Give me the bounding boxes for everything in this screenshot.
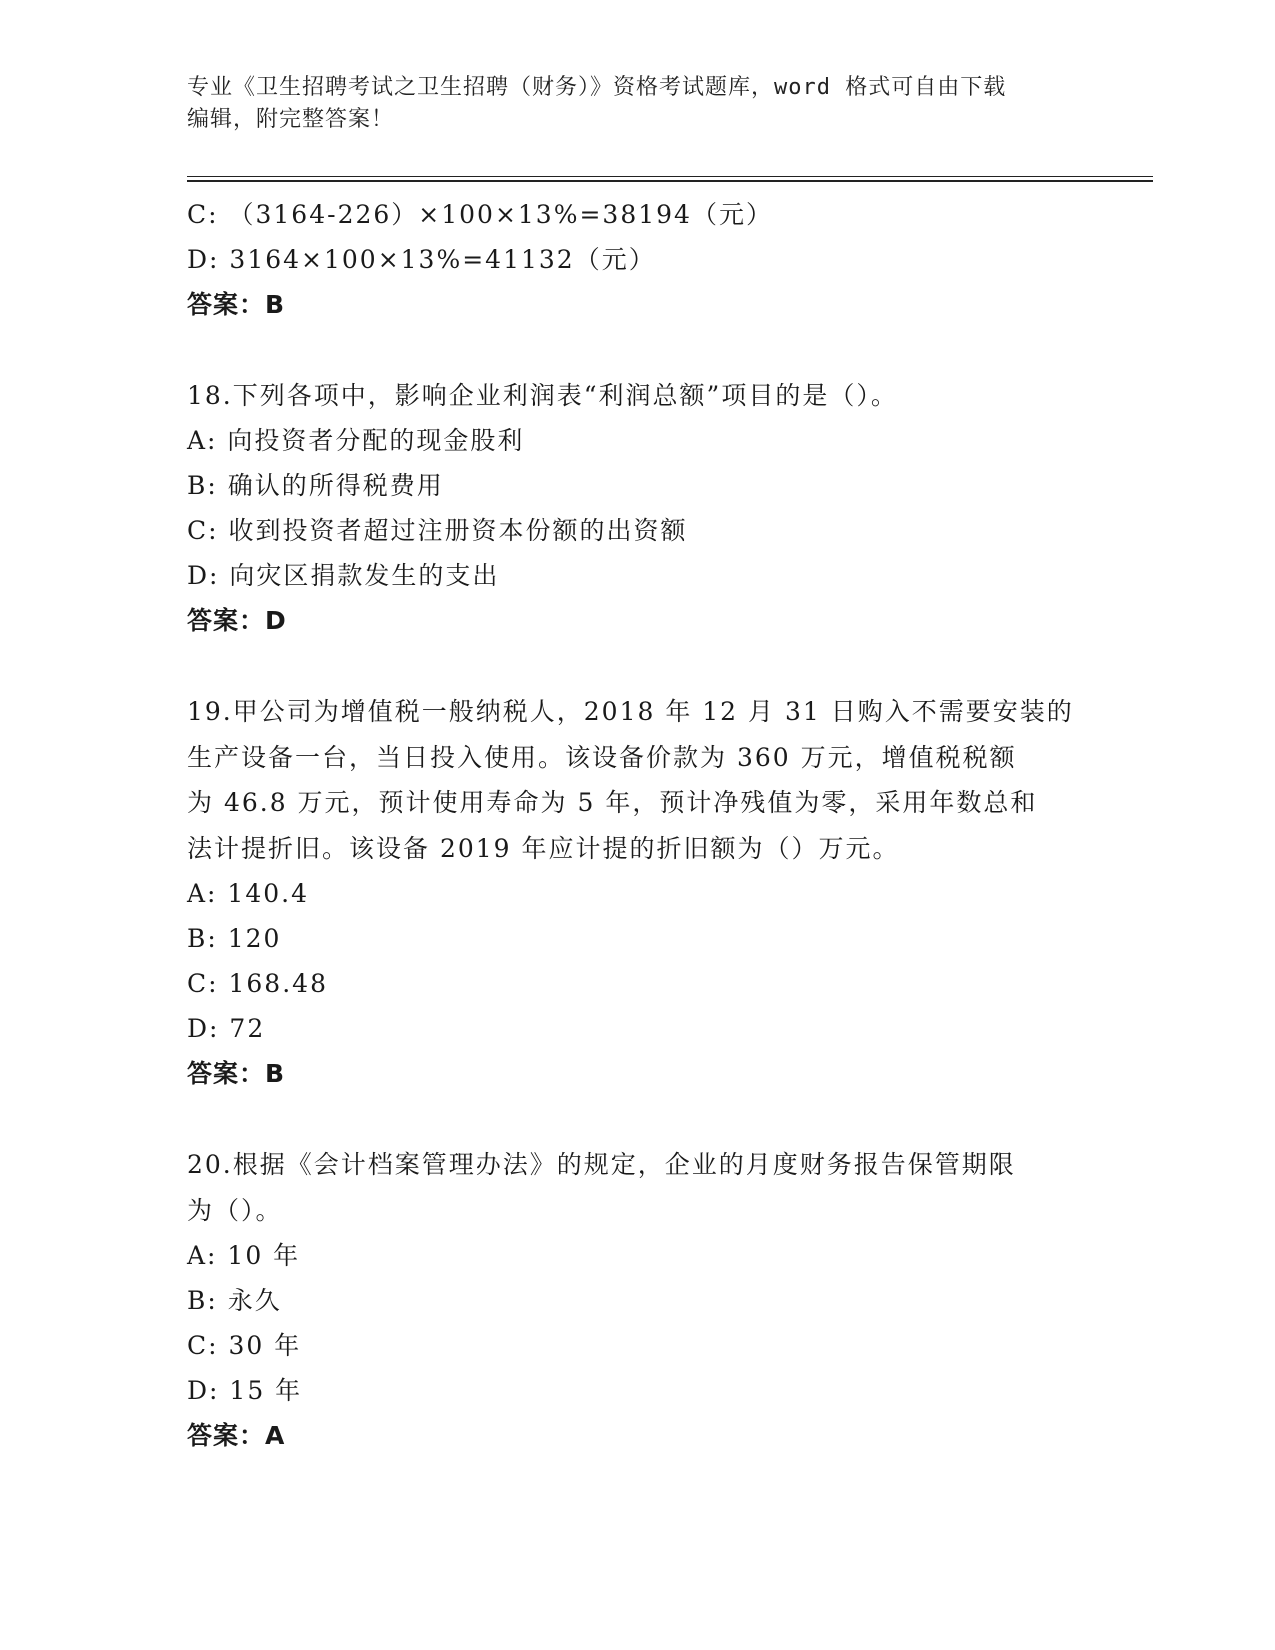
question-stem-line: 为（）。	[187, 1195, 283, 1225]
option-c: C: 收到投资者超过注册资本份额的出资额	[187, 516, 688, 545]
option-d: D: 3164×100×13%=41132（元）	[187, 245, 656, 274]
question-list	[187, 192, 1087, 1458]
question-18	[187, 373, 1087, 643]
answer-label: 答案：D	[187, 606, 287, 635]
question-stem-line: 法计提折旧。该设备 2019 年应计提的折旧额为（）万元。	[187, 833, 900, 863]
option-a: A: 140.4	[187, 879, 309, 908]
header-line-1: 专业《卫生招聘考试之卫生招聘（财务）》资格考试题库，word 格式可自由下载	[187, 75, 1007, 100]
document-header	[187, 72, 1087, 136]
header-divider-thick	[187, 180, 1153, 182]
answer-label: 答案：B	[187, 1059, 286, 1088]
spacer	[187, 1096, 1087, 1142]
header-line-2: 编辑，附完整答案！	[187, 107, 395, 132]
option-c: C: 30 年	[187, 1331, 302, 1360]
option-d: D: 72	[187, 1014, 266, 1043]
option-b: B: 确认的所得税费用	[187, 471, 444, 500]
option-c: C: 168.48	[187, 969, 328, 998]
question-19	[187, 689, 1087, 1096]
option-d: D: 向灾区捐款发生的支出	[187, 561, 500, 590]
answer-label: 答案：B	[187, 290, 286, 319]
option-b: B: 永久	[187, 1286, 282, 1315]
option-a: A: 10 年	[187, 1241, 301, 1270]
option-c: C: （3164-226）×100×13%=38194（元）	[187, 200, 773, 229]
question-stem-line: 为 46.8 万元，预计使用寿命为 5 年，预计净残值为零，采用年数总和	[187, 788, 1038, 817]
option-d: D: 15 年	[187, 1376, 303, 1405]
answer-label: 答案：A	[187, 1421, 286, 1450]
spacer	[187, 643, 1087, 689]
question-stem-line: 19.甲公司为增值税一般纳税人，2018 年 12 月 31 日购入不需要安装的	[187, 697, 1074, 726]
question-stem: 18.下列各项中，影响企业利润表“利润总额”项目的是（）。	[187, 381, 898, 410]
question-stem-line: 20.根据《会计档案管理办法》的规定，企业的月度财务报告保管期限	[187, 1150, 1016, 1179]
option-b: B: 120	[187, 924, 282, 953]
question-20	[187, 1142, 1087, 1458]
spacer	[187, 327, 1087, 373]
header-divider-thin	[187, 176, 1153, 177]
option-a: A: 向投资者分配的现金股利	[187, 426, 525, 455]
question-stem-line: 生产设备一台，当日投入使用。该设备价款为 360 万元，增值税税额	[187, 742, 1017, 772]
question-17-tail	[187, 192, 1087, 327]
